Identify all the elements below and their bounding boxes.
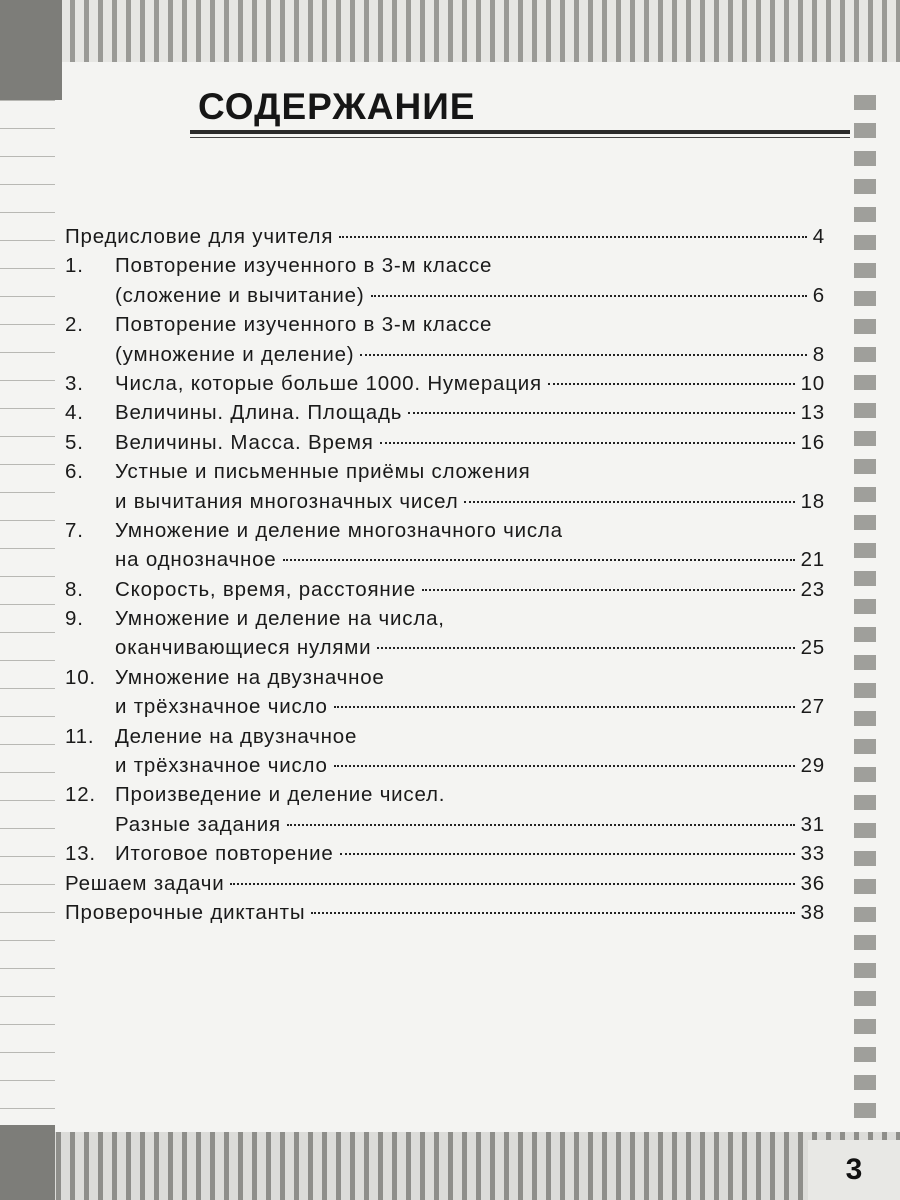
dot-leader xyxy=(464,501,794,503)
toc-page-number: 25 xyxy=(800,636,825,660)
toc-entry-text: и вычитания многозначных чисел xyxy=(115,489,459,513)
toc-entry-text: и трёхзначное число xyxy=(115,695,328,719)
dot-leader xyxy=(340,853,795,855)
toc-line xyxy=(65,516,825,545)
toc-page-number: 13 xyxy=(800,401,825,425)
toc-entry-10 xyxy=(65,663,825,722)
toc-page-number: 36 xyxy=(800,871,825,895)
dot-leader xyxy=(334,706,795,708)
toc-line xyxy=(65,487,825,516)
toc-page-number: 18 xyxy=(800,489,825,513)
toc-entry-3 xyxy=(65,369,825,398)
toc-entry-dictations xyxy=(65,898,825,927)
toc-entry-text: Числа, которые больше 1000. Нумерация xyxy=(115,371,542,395)
toc-page-number: 33 xyxy=(800,842,825,866)
toc-entry-number: 8. xyxy=(65,577,84,601)
toc-entry-text: оканчивающиеся нулями xyxy=(115,636,372,660)
toc-entry-text: (умножение и деление) xyxy=(115,342,355,366)
toc-line xyxy=(65,251,825,280)
title-underline-thin xyxy=(190,137,850,138)
page-title: СОДЕРЖАНИЕ xyxy=(198,86,476,127)
toc-entry-text: Разные задания xyxy=(115,812,281,836)
dot-leader xyxy=(408,412,794,414)
toc-page-number: 38 xyxy=(800,900,825,924)
dot-leader xyxy=(287,824,795,826)
toc-page-number: 8 xyxy=(812,342,825,366)
toc-entry-number: 3. xyxy=(65,371,84,395)
toc-entry-text: Итоговое повторение xyxy=(115,842,334,866)
toc-entry-13 xyxy=(65,839,825,868)
toc-page-number: 6 xyxy=(812,283,825,307)
toc-entry-text: Скорость, время, расстояние xyxy=(115,577,416,601)
toc-entry-2 xyxy=(65,310,825,369)
toc-entry-text: Повторение изученного в 3-м классе xyxy=(115,254,493,278)
toc-page-number: 29 xyxy=(800,754,825,778)
title-underline xyxy=(190,130,850,134)
toc-entry-text: (сложение и вычитание) xyxy=(115,283,365,307)
left-ruled-margin xyxy=(0,100,55,1125)
toc-line xyxy=(65,604,825,633)
toc-entry-text: Умножение и деление на числа, xyxy=(115,607,445,631)
toc-entry-text: Умножение и деление многозначного числа xyxy=(115,518,563,542)
toc-entry-text: Проверочные диктанты xyxy=(65,900,306,924)
toc-entry-text: Умножение на двузначное xyxy=(115,665,385,689)
toc-entry-7 xyxy=(65,516,825,575)
toc-line xyxy=(65,281,825,310)
toc-entry-number: 13. xyxy=(65,842,96,866)
toc-entry-1 xyxy=(65,251,825,310)
toc-entry-text: на однозначное xyxy=(115,548,277,572)
toc-entry-number: 11. xyxy=(65,724,95,748)
toc-page-number: 16 xyxy=(800,430,825,454)
right-decorative-column xyxy=(854,95,876,1125)
toc-entry-text: Устные и письменные приёмы сложения xyxy=(115,460,531,484)
dot-leader xyxy=(377,647,794,649)
toc-entry-text: Решаем задачи xyxy=(65,871,225,895)
toc-line xyxy=(65,869,825,898)
toc-entry-5 xyxy=(65,428,825,457)
toc-entry-8 xyxy=(65,575,825,604)
toc-line xyxy=(65,545,825,574)
bottom-left-corner-block xyxy=(0,1125,55,1200)
toc-entry-number: 4. xyxy=(65,401,84,425)
dot-leader xyxy=(311,912,794,914)
toc-entry-text: Величины. Масса. Время xyxy=(115,430,374,454)
toc-line xyxy=(65,398,825,427)
toc-entry-number: 5. xyxy=(65,430,84,454)
toc-entry-text: и трёхзначное число xyxy=(115,754,328,778)
toc-page-number: 10 xyxy=(800,371,825,395)
dot-leader xyxy=(371,295,807,297)
page-number: 3 xyxy=(845,1153,863,1186)
toc-entry-number: 12. xyxy=(65,783,96,807)
toc-entry-number: 10. xyxy=(65,665,96,689)
toc-entry-preface xyxy=(65,222,825,251)
toc-line xyxy=(65,222,825,251)
toc-entry-4 xyxy=(65,398,825,427)
dot-leader xyxy=(380,442,795,444)
toc-line xyxy=(65,663,825,692)
dot-leader xyxy=(334,765,795,767)
toc-entry-9 xyxy=(65,604,825,663)
toc-line xyxy=(65,575,825,604)
dot-leader xyxy=(283,559,795,561)
toc-line xyxy=(65,780,825,809)
toc-line xyxy=(65,898,825,927)
toc-entry-12 xyxy=(65,780,825,839)
toc-page-number: 31 xyxy=(800,812,825,836)
toc-line xyxy=(65,810,825,839)
top-decorative-band xyxy=(0,0,900,62)
toc-entry-text: Повторение изученного в 3-м классе xyxy=(115,313,493,337)
page-number-box xyxy=(808,1140,900,1200)
toc-line xyxy=(65,692,825,721)
toc-page-number: 4 xyxy=(812,225,825,248)
dot-leader xyxy=(548,383,795,385)
toc-entry-6 xyxy=(65,457,825,516)
toc-entry-number: 9. xyxy=(65,607,84,631)
dot-leader xyxy=(339,236,807,238)
toc-entry-number: 7. xyxy=(65,518,84,542)
toc-entry-11 xyxy=(65,722,825,781)
dot-leader xyxy=(422,589,795,591)
toc-entry-number: 1. xyxy=(65,254,84,278)
toc-page-number: 23 xyxy=(800,577,825,601)
toc-line xyxy=(65,751,825,780)
toc-entry-number: 6. xyxy=(65,460,84,484)
toc-entry-problems xyxy=(65,869,825,898)
toc-page-number: 27 xyxy=(800,695,825,719)
toc-line xyxy=(65,839,825,868)
toc-line xyxy=(65,633,825,662)
toc-line xyxy=(65,428,825,457)
toc-page-number: 21 xyxy=(800,548,825,572)
toc-line xyxy=(65,457,825,486)
dot-leader xyxy=(230,883,794,885)
toc-entry-text: Деление на двузначное xyxy=(115,724,358,748)
bottom-decorative-band xyxy=(0,1132,900,1200)
toc-entry-text: Произведение и деление чисел. xyxy=(115,783,446,807)
top-left-corner-block xyxy=(0,0,62,100)
toc-line xyxy=(65,369,825,398)
toc-entry-text: Предисловие для учителя xyxy=(65,225,334,248)
toc-entry-text: Величины. Длина. Площадь xyxy=(115,401,403,425)
toc-entry-number: 2. xyxy=(65,313,84,337)
table-of-contents xyxy=(65,222,825,927)
toc-line xyxy=(65,340,825,369)
dot-leader xyxy=(360,354,806,356)
toc-line xyxy=(65,310,825,339)
toc-line xyxy=(65,722,825,751)
title-wrap xyxy=(198,86,475,128)
